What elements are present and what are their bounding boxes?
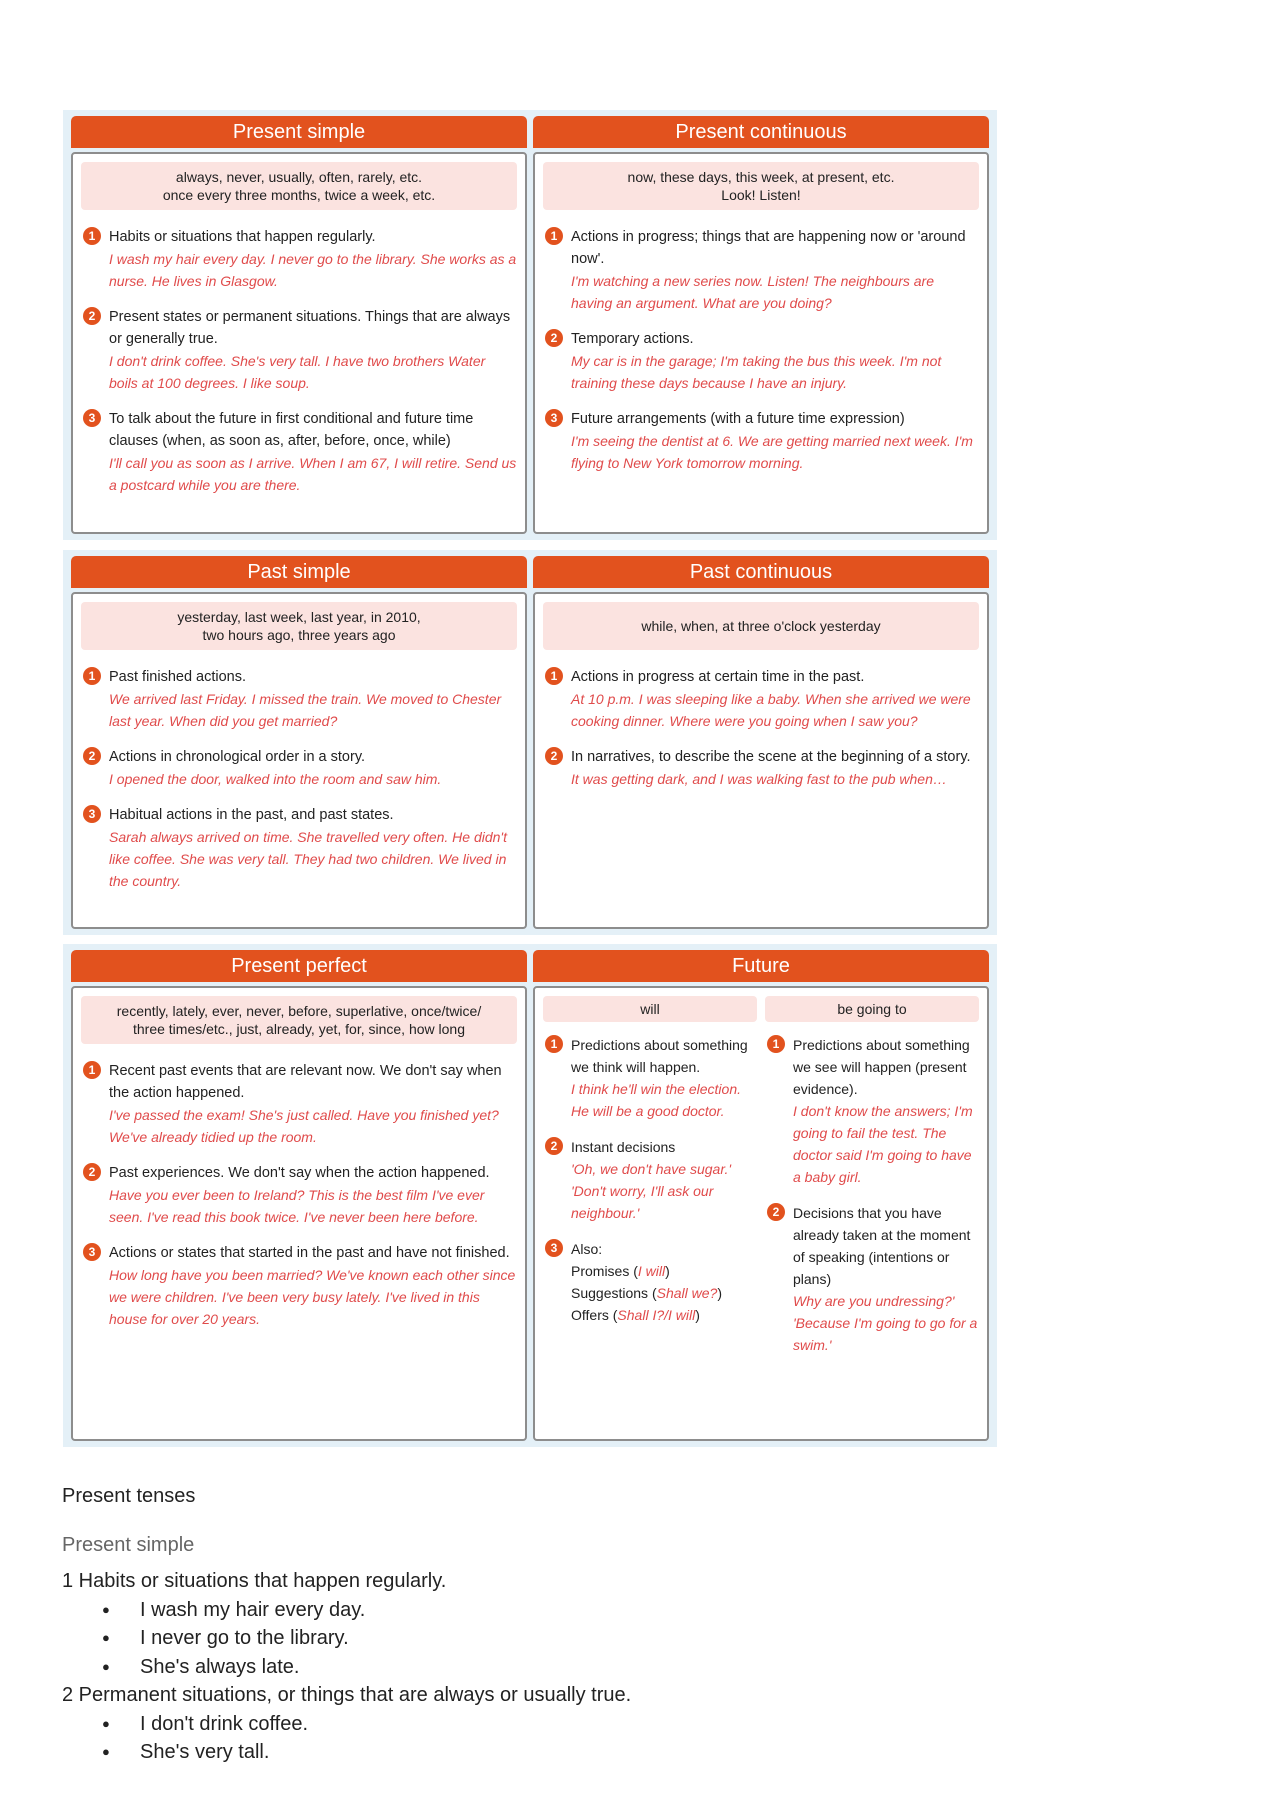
number-badge: 1 <box>545 1035 563 1053</box>
number-badge: 3 <box>83 805 101 823</box>
usage-item: 2 In narratives, to describe the scene at the beginning of a story. It was getting dark, and I was walking fast to the pub when… <box>543 746 979 790</box>
number-badge: 1 <box>83 667 101 685</box>
usage-item: 1 Recent past events that are relevant now. We don't say when the action happened. I've passed the exam! She's just called. Have you finished yet? We've already tidied up the room. <box>81 1060 517 1148</box>
list-item: ● I wash my hair every day. <box>140 1596 1212 1625</box>
number-badge: 3 <box>545 1239 563 1257</box>
example-text: I've passed the exam! She's just called. Have you finished yet? We've already tidied up the room. <box>109 1107 499 1145</box>
usage-item: 3 Actions or states that started in the past and have not finished. How long have you been married? We've known each other since we were children. I've been very busy lately. I've lived in this house for over 20 years. <box>81 1242 517 1330</box>
usage-item: 1 Predictions about something we think will happen. I think he'll win the election. He will be a good doctor. <box>543 1034 757 1122</box>
will-label: will <box>543 996 757 1022</box>
panel-title: Present simple <box>71 116 527 148</box>
usage-item: 2 Past experiences. We don't say when the action happened. Have you ever been to Ireland? This is the best film I've ever seen. I've read this book twice. I've never been here before. <box>81 1162 517 1228</box>
usage-item: 3 Habitual actions in the past, and past states. Sarah always arrived on time. She travelled very often. He didn't like coffee. She was very tall. They had two children. We lived in the country. <box>81 804 517 892</box>
usage-item: 3 Future arrangements (with a future time expression) I'm seeing the dentist at 6. We are getting married next week. I'm flying to New York tomorrow morning. <box>543 408 979 474</box>
grammar-sheet-3 <box>63 944 997 1447</box>
section-heading: Present tenses <box>62 1485 196 1507</box>
usage-item: 1 Habits or situations that happen regularly. I wash my hair every day. I never go to the library. She works as a nurse. He lives in Glasgow. <box>81 226 517 292</box>
number-badge: 2 <box>83 307 101 325</box>
example-text: How long have you been married? We've known each other since we were children. I've been very busy lately. I've lived in this house for over 20 years. <box>109 1267 516 1327</box>
signal-words: always, never, usually, often, rarely, etc. once every three months, twice a week, etc. <box>81 162 517 210</box>
example-text: My car is in the garage; I'm taking the bus this week. I'm not training these days because I have an injury. <box>571 353 942 391</box>
panel-present-continuous <box>533 116 989 534</box>
signal-words: while, when, at three o'clock yesterday <box>543 602 979 650</box>
example-text: I don't know the answers; I'm going to fail the test. The doctor said I'm going to have a baby girl. <box>793 1103 973 1185</box>
example-text: It was getting dark, and I was walking fast to the pub when… <box>571 771 947 787</box>
rule-paragraph: 1 Habits or situations that happen regularly. <box>62 1570 447 1592</box>
number-badge: 2 <box>545 1137 563 1155</box>
example-text: I'm watching a new series now. Listen! The neighbours are having an argument. What are you doing? <box>571 273 934 311</box>
usage-item: 2 Decisions that you have already taken at the moment of speaking (intentions or plans) Why are you undressing?' 'Because I'm going to go for a swim.' <box>765 1202 979 1356</box>
signal-words: yesterday, last week, last year, in 2010, two hours ago, three years ago <box>81 602 517 650</box>
number-badge: 2 <box>545 747 563 765</box>
usage-item: 1 Actions in progress; things that are happening now or 'around now'. I'm watching a new series now. Listen! The neighbours are having an argument. What are you doing? <box>543 226 979 314</box>
usage-item: 1 Past finished actions. We arrived last Friday. I missed the train. We moved to Chester last year. When did you get married? <box>81 666 517 732</box>
example-text: Sarah always arrived on time. She travelled very often. He didn't like coffee. She was very tall. They had two children. We lived in the country. <box>109 829 507 889</box>
will-column <box>543 996 757 1433</box>
subsection-heading: Present simple <box>62 1533 195 1556</box>
grammar-sheet-2 <box>63 550 997 935</box>
example-text: I wash my hair every day. I never go to the library. She works as a nurse. He lives in Glasgow. <box>109 251 517 289</box>
example-text: I don't drink coffee. She's very tall. I have two brothers Water boils at 100 degrees. I like soup. <box>109 353 486 391</box>
example-text: I opened the door, walked into the room and saw him. <box>109 771 442 787</box>
going-to-column <box>765 996 979 1433</box>
panel-title: Past simple <box>71 556 527 588</box>
panel-title: Future <box>533 950 989 982</box>
number-badge: 2 <box>767 1203 785 1221</box>
usage-item: 2 Present states or permanent situations. Things that are always or generally true. I don't drink coffee. She's very tall. I have two brothers Water boils at 100 degrees. I like soup. <box>81 306 517 394</box>
usage-item: 1 Actions in progress at certain time in the past. At 10 p.m. I was sleeping like a baby. When she arrived we were cooking dinner. Where were you going when I saw you? <box>543 666 979 732</box>
example-text: We arrived last Friday. I missed the train. We moved to Chester last year. When did you get married? <box>109 691 502 729</box>
panel-past-simple <box>71 556 527 929</box>
number-badge: 1 <box>83 227 101 245</box>
usage-item: 2 Temporary actions. My car is in the garage; I'm taking the bus this week. I'm not training these days because I have an injury. <box>543 328 979 394</box>
example-text: I'll call you as soon as I arrive. When I am 67, I will retire. Send us a postcard while you are there. <box>109 455 517 493</box>
panel-present-perfect <box>71 950 527 1441</box>
number-badge: 2 <box>83 1163 101 1181</box>
panel-future <box>533 950 989 1441</box>
number-badge: 1 <box>545 667 563 685</box>
panel-present-simple <box>71 116 527 534</box>
number-badge: 1 <box>545 227 563 245</box>
number-badge: 1 <box>767 1035 785 1053</box>
number-badge: 2 <box>83 747 101 765</box>
usage-item: 2 Actions in chronological order in a story. I opened the door, walked into the room and saw him. <box>81 746 517 790</box>
list-item: ● She's very tall. <box>140 1738 1212 1767</box>
going-to-label: be going to <box>765 996 979 1022</box>
example-text: I think he'll win the election. He will be a good doctor. <box>571 1081 741 1119</box>
number-badge: 3 <box>545 409 563 427</box>
signal-words: now, these days, this week, at present, etc. Look! Listen! <box>543 162 979 210</box>
usage-item: 3 To talk about the future in first conditional and future time clauses (when, as soon as, after, before, once, while) I'll call you as soon as I arrive. When I am 67, I will retire. Send us a postcard while you are there. <box>81 408 517 496</box>
signal-words: recently, lately, ever, never, before, superlative, once/twice/ three times/etc., just, already, yet, for, since, how long <box>81 996 517 1044</box>
grammar-sheet-1 <box>63 110 997 540</box>
example-list <box>62 1596 1212 1682</box>
panel-past-continuous <box>533 556 989 929</box>
example-list <box>62 1710 1212 1767</box>
usage-item: 1 Predictions about something we see will happen (present evidence). I don't know the answers; I'm going to fail the test. The doctor said I'm going to have a baby girl. <box>765 1034 979 1188</box>
usage-item: 3 Also: Promises (I will) Suggestions (Shall we?) Offers (Shall I?/I will) <box>543 1238 757 1326</box>
document-body <box>62 1482 1212 1767</box>
example-text: Have you ever been to Ireland? This is the best film I've ever seen. I've read this book twice. I've never been here before. <box>109 1187 485 1225</box>
number-badge: 3 <box>83 1243 101 1261</box>
usage-item: 2 Instant decisions 'Oh, we don't have sugar.' 'Don't worry, I'll ask our neighbour.' <box>543 1136 757 1224</box>
number-badge: 3 <box>83 409 101 427</box>
number-badge: 2 <box>545 329 563 347</box>
example-text: 'Oh, we don't have sugar.' 'Don't worry, I'll ask our neighbour.' <box>571 1161 732 1221</box>
number-badge: 1 <box>83 1061 101 1079</box>
list-item: ● I never go to the library. <box>140 1624 1212 1653</box>
example-text: At 10 p.m. I was sleeping like a baby. When she arrived we were cooking dinner. Where were you going when I saw you? <box>571 691 971 729</box>
example-text: I'm seeing the dentist at 6. We are getting married next week. I'm flying to New York tomorrow morning. <box>571 433 973 471</box>
example-text: Why are you undressing?' 'Because I'm going to go for a swim.' <box>793 1293 978 1353</box>
rule-paragraph: 2 Permanent situations, or things that are always or usually true. <box>62 1684 632 1706</box>
panel-title: Present perfect <box>71 950 527 982</box>
panel-title: Present continuous <box>533 116 989 148</box>
list-item: ● She's always late. <box>140 1653 1212 1682</box>
panel-title: Past continuous <box>533 556 989 588</box>
list-item: ● I don't drink coffee. <box>140 1710 1212 1739</box>
